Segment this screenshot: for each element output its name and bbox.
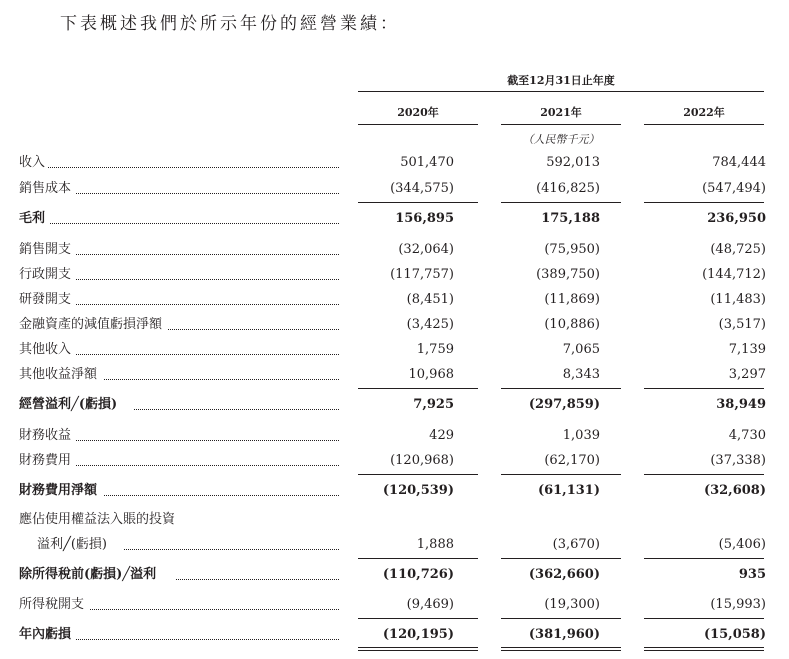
value-2022: (5,406) [718,537,766,552]
subtotal-rule [644,558,764,559]
row-label: 毛利 [19,211,46,226]
year-rule-2020 [358,124,478,125]
value-2022: (3,517) [718,317,766,332]
subtotal-rule [358,558,478,559]
year-header-2020: 2020年 [397,106,439,119]
subtotal-rule [644,202,764,203]
row-label: 研發開支 [19,292,72,307]
row-label: 財務費用 [19,453,72,468]
leader-dots [104,482,339,496]
value-2020: (110,726) [382,567,454,582]
value-2020: 156,895 [395,211,454,226]
value-2022: 784,444 [712,155,766,170]
period-rule [358,91,764,92]
table-row-other-income [0,341,789,359]
table-row-revenue [0,154,789,172]
row-label: 銷售開支 [19,242,72,257]
leader-dots [90,596,339,610]
subtotal-rule [501,388,621,389]
leader-dots [76,452,339,466]
value-2022: 3,297 [728,367,766,382]
value-2022: (48,725) [710,242,766,257]
leader-dots [76,241,339,255]
leader-dots [134,396,339,410]
leader-dots [168,316,339,330]
table-row-operating-profit [0,396,789,414]
value-2022: 935 [738,567,766,582]
year-header-2021: 2021年 [540,106,582,119]
table-row-net-finance-costs [0,482,789,500]
value-2021: (62,170) [544,453,600,468]
value-2021: (61,131) [537,483,600,498]
value-2020: (117,757) [390,267,454,282]
total-double-rule [358,647,478,651]
value-2020: 501,470 [400,155,454,170]
table-row-finance-income [0,427,789,445]
subtotal-rule [644,618,764,619]
table-row-loss-for-year [0,626,789,644]
value-2021: 8,343 [562,367,600,382]
subtotal-rule [644,388,764,389]
row-label: 收入 [19,155,46,170]
value-2020: (120,195) [382,627,454,642]
subtotal-rule [358,202,478,203]
unit-label: （人民幣千元） [522,133,600,146]
intro-text: 下表概述我們於所示年份的經營業績： [60,14,400,34]
value-2020: 10,968 [408,367,454,382]
table-row-income-tax [0,596,789,614]
value-2021: 1,039 [562,428,600,443]
subtotal-rule [358,618,478,619]
table-row-loss-before-tax [0,566,789,584]
table-row-gross-profit [0,210,789,228]
value-2020: 7,925 [413,397,454,412]
value-2021: (416,825) [536,181,600,196]
table-row-impairment-losses [0,316,789,334]
subtotal-rule [358,388,478,389]
value-2020: (344,575) [390,181,454,196]
subtotal-rule [501,474,621,475]
value-2021: (3,670) [552,537,600,552]
table-row-admin-expenses [0,266,789,284]
value-2022: (144,712) [702,267,766,282]
row-label: 年內虧損 [19,627,72,642]
value-2020: 1,888 [416,537,454,552]
row-label: 金融資產的減值虧損淨額 [19,317,163,332]
table-row-equity-investments-heading [0,511,789,529]
value-2021: (10,886) [544,317,600,332]
subtotal-rule [501,558,621,559]
period-header: 截至12月31日止年度 [507,74,615,87]
row-label: 財務費用淨額 [19,483,98,498]
row-label: 其他收入 [19,342,72,357]
row-label: 應佔使用權益法入賬的投資 [19,512,176,527]
value-2022: (37,338) [710,453,766,468]
leader-dots [50,210,339,224]
value-2022: (15,993) [710,597,766,612]
row-label: 經營溢利╱(虧損) [19,397,118,412]
row-label: 行政開支 [19,267,72,282]
leader-dots [104,366,339,380]
value-2022: (32,608) [703,483,766,498]
leader-dots [76,291,339,305]
value-2021: (381,960) [528,627,600,642]
leader-dots [76,266,339,280]
leader-dots [76,427,339,441]
value-2021: (11,869) [544,292,600,307]
value-2020: (9,469) [406,597,454,612]
value-2022: 236,950 [707,211,766,226]
subtotal-rule [644,474,764,475]
value-2022: (15,058) [703,627,766,642]
year-rule-2022 [644,124,764,125]
value-2021: (75,950) [544,242,600,257]
value-2020: 1,759 [416,342,454,357]
value-2020: (120,968) [390,453,454,468]
value-2021: 175,188 [541,211,600,226]
value-2022: 4,730 [728,428,766,443]
subtotal-rule [501,618,621,619]
subtotal-rule [501,202,621,203]
subtotal-rule [358,474,478,475]
table-row-finance-costs [0,452,789,470]
leader-dots [124,536,339,550]
value-2021: 7,065 [562,342,600,357]
row-label: 銷售成本 [19,181,72,196]
value-2021: 592,013 [546,155,600,170]
value-2020: (32,064) [398,242,454,257]
row-label: 所得稅開支 [19,597,85,612]
value-2022: 7,139 [728,342,766,357]
total-double-rule [501,647,621,651]
row-label: 溢利╱(虧損) [37,537,107,552]
value-2020: 429 [429,428,454,443]
value-2021: (389,750) [536,267,600,282]
value-2022: (547,494) [702,181,766,196]
value-2022: (11,483) [710,292,766,307]
value-2020: (3,425) [406,317,454,332]
row-label: 除所得稅前(虧損)╱溢利 [19,567,157,582]
value-2020: (8,451) [406,292,454,307]
value-2022: 38,949 [716,397,766,412]
total-double-rule [644,647,764,651]
leader-dots [76,626,339,640]
leader-dots [176,566,339,580]
table-row-equity-investments-result [0,536,789,554]
year-header-2022: 2022年 [683,106,725,119]
leader-dots [76,180,339,194]
table-row-selling-expenses [0,241,789,259]
value-2020: (120,539) [382,483,454,498]
leader-dots [76,341,339,355]
value-2021: (19,300) [544,597,600,612]
row-label: 其他收益淨額 [19,367,98,382]
row-label: 財務收益 [19,428,72,443]
leader-dots [48,154,339,168]
value-2021: (297,859) [528,397,600,412]
table-row-rnd-expenses [0,291,789,309]
year-rule-2021 [501,124,621,125]
table-row-other-gains [0,366,789,384]
value-2021: (362,660) [528,567,600,582]
table-row-cost-of-sales [0,180,789,198]
